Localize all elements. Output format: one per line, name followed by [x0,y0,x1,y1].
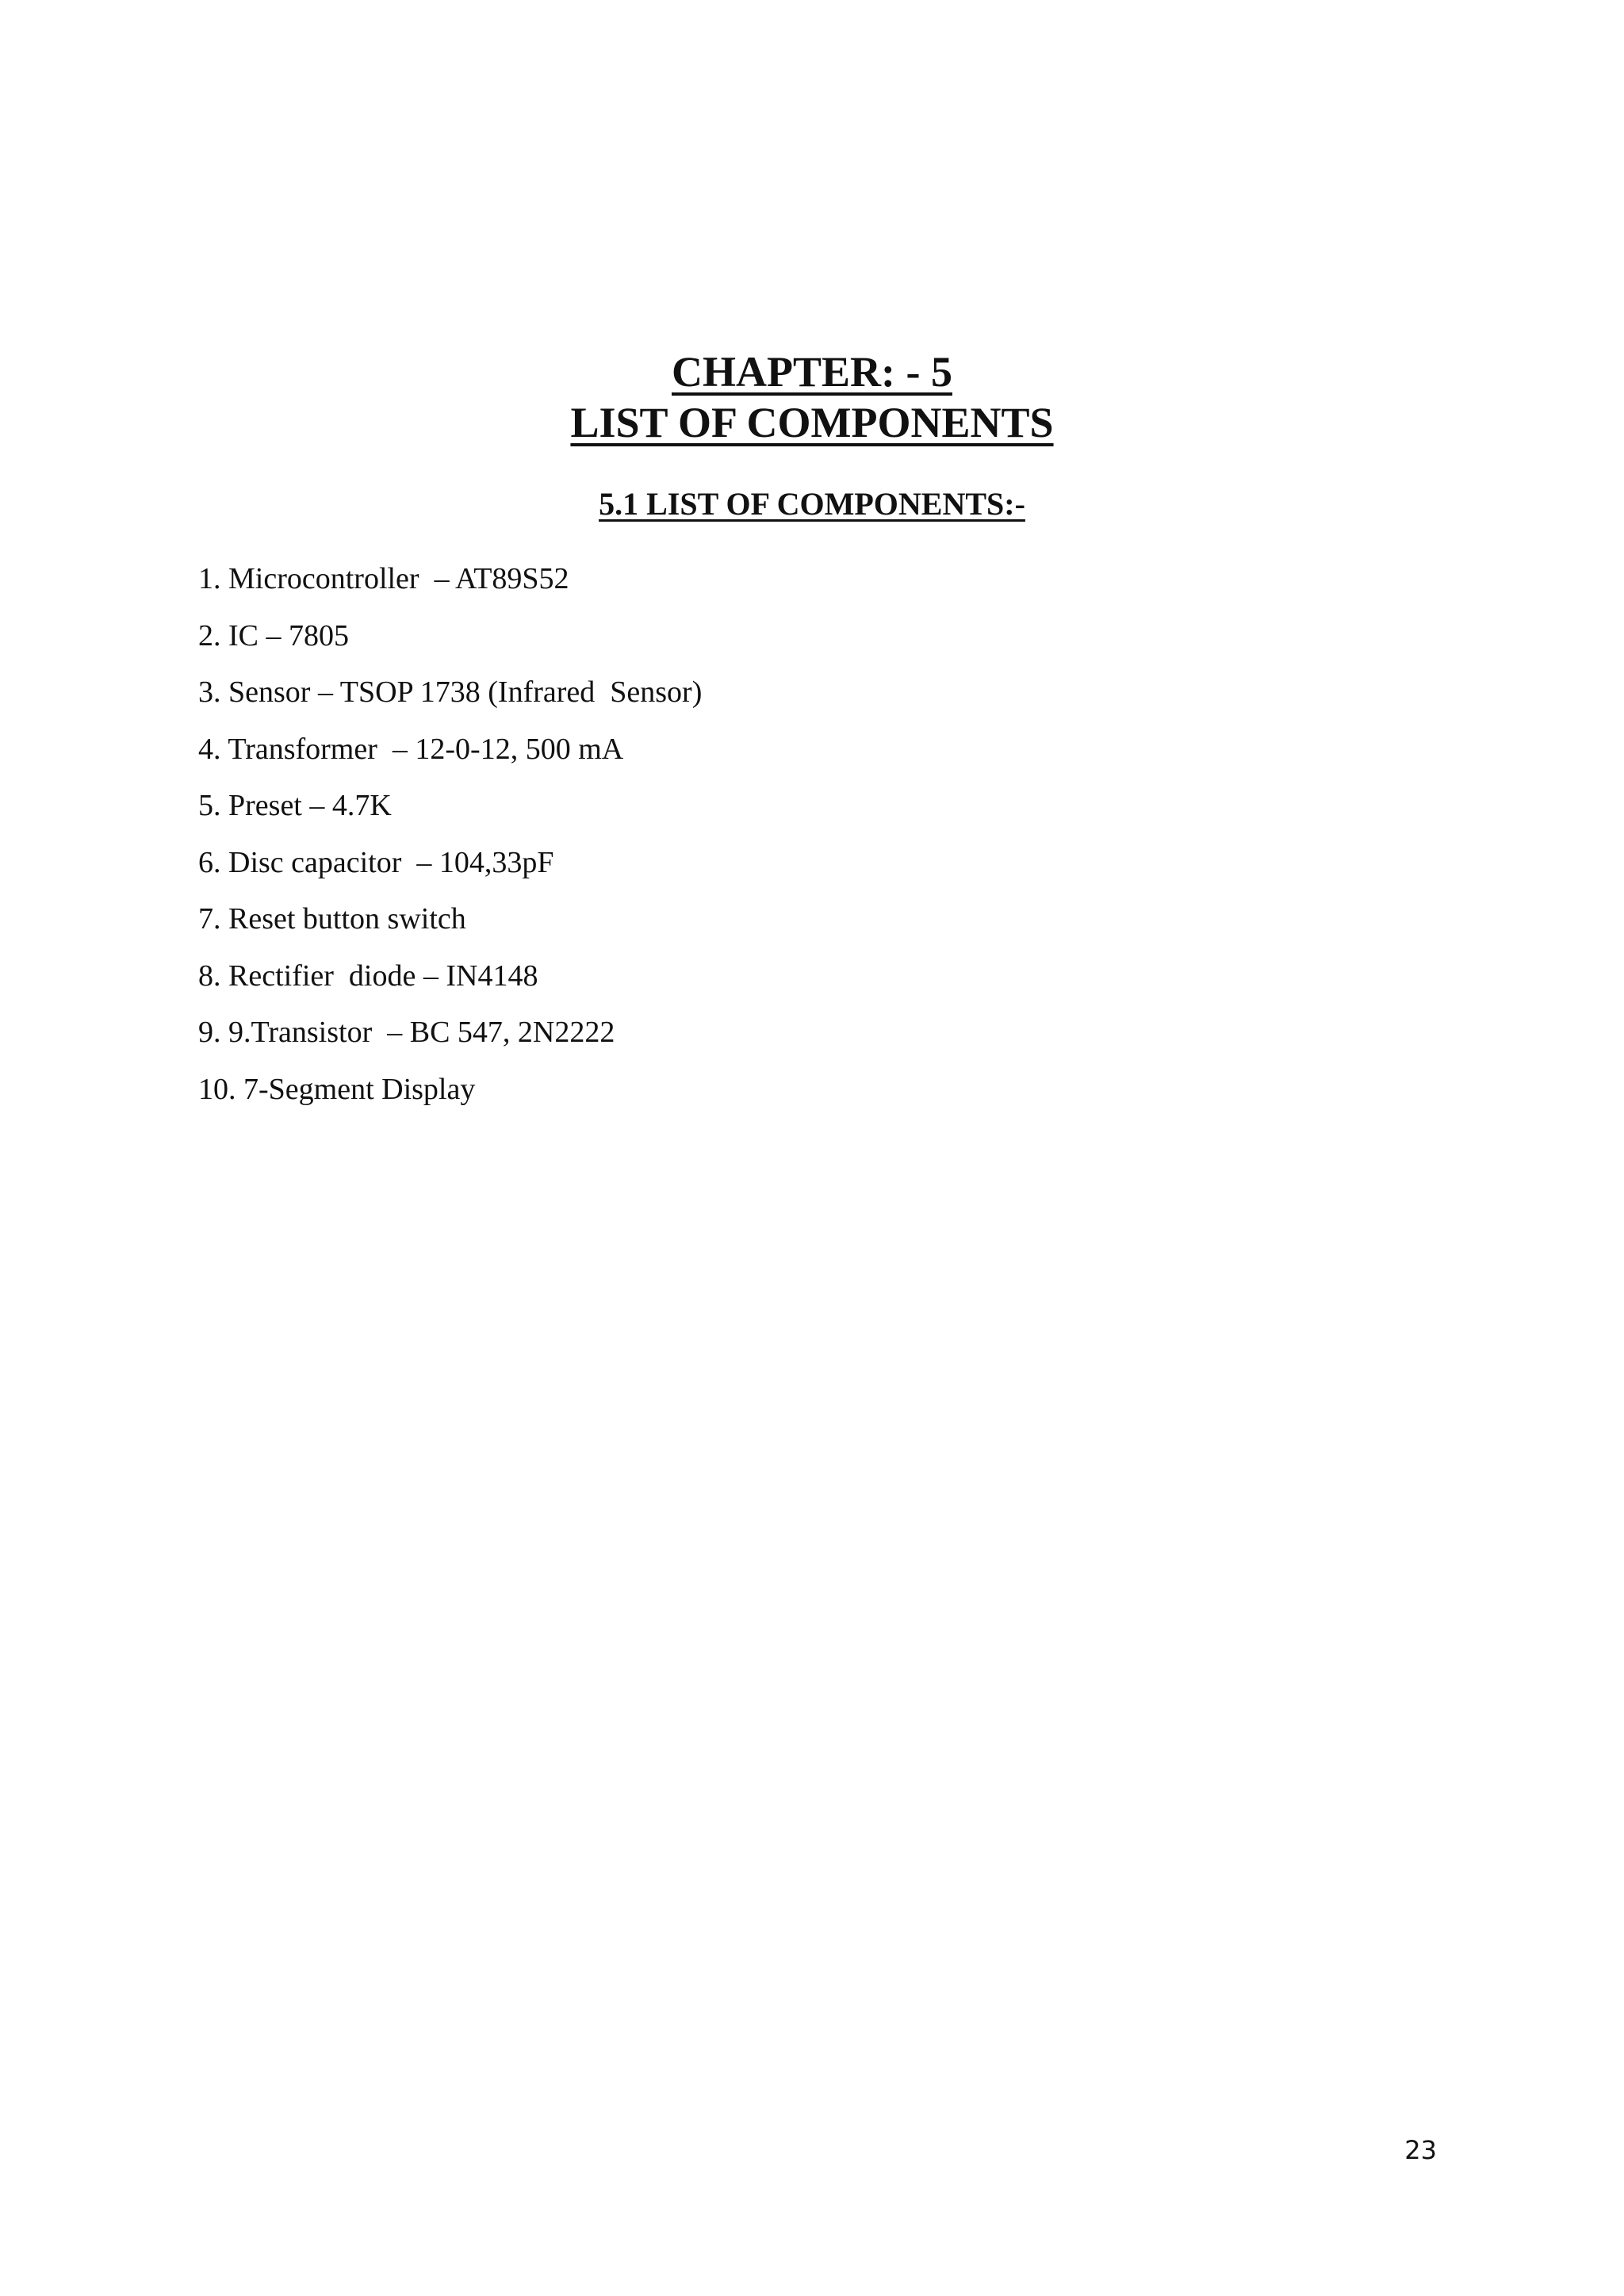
list-item: 3. Sensor – TSOP 1738 (Infrared Sensor) [198,675,703,709]
list-item: 2. IC – 7805 [198,618,349,652]
list-item: 10. 7-Segment Display [198,1072,476,1106]
page-number: 23 [1404,2135,1437,2165]
list-item: 9. 9.Transistor – BC 547, 2N2222 [198,1016,615,1049]
list-item: 1. Microcontroller – AT89S52 [198,562,569,595]
list-item: 7. Reset button switch [198,902,466,936]
list-item: 6. Disc capacitor – 104,33pF [198,845,554,879]
list-item: 5. Preset – 4.7K [198,789,392,822]
section-heading: 5.1 LIST OF COMPONENTS:- [599,486,1025,522]
chapter-number-heading: CHAPTER: - 5 [672,348,952,396]
list-item: 4. Transformer – 12-0-12, 500 mA [198,732,624,766]
chapter-title-heading: LIST OF COMPONENTS [570,399,1054,446]
list-item: 8. Rectifier diode – IN4148 [198,959,538,993]
component-list [198,560,702,1127]
